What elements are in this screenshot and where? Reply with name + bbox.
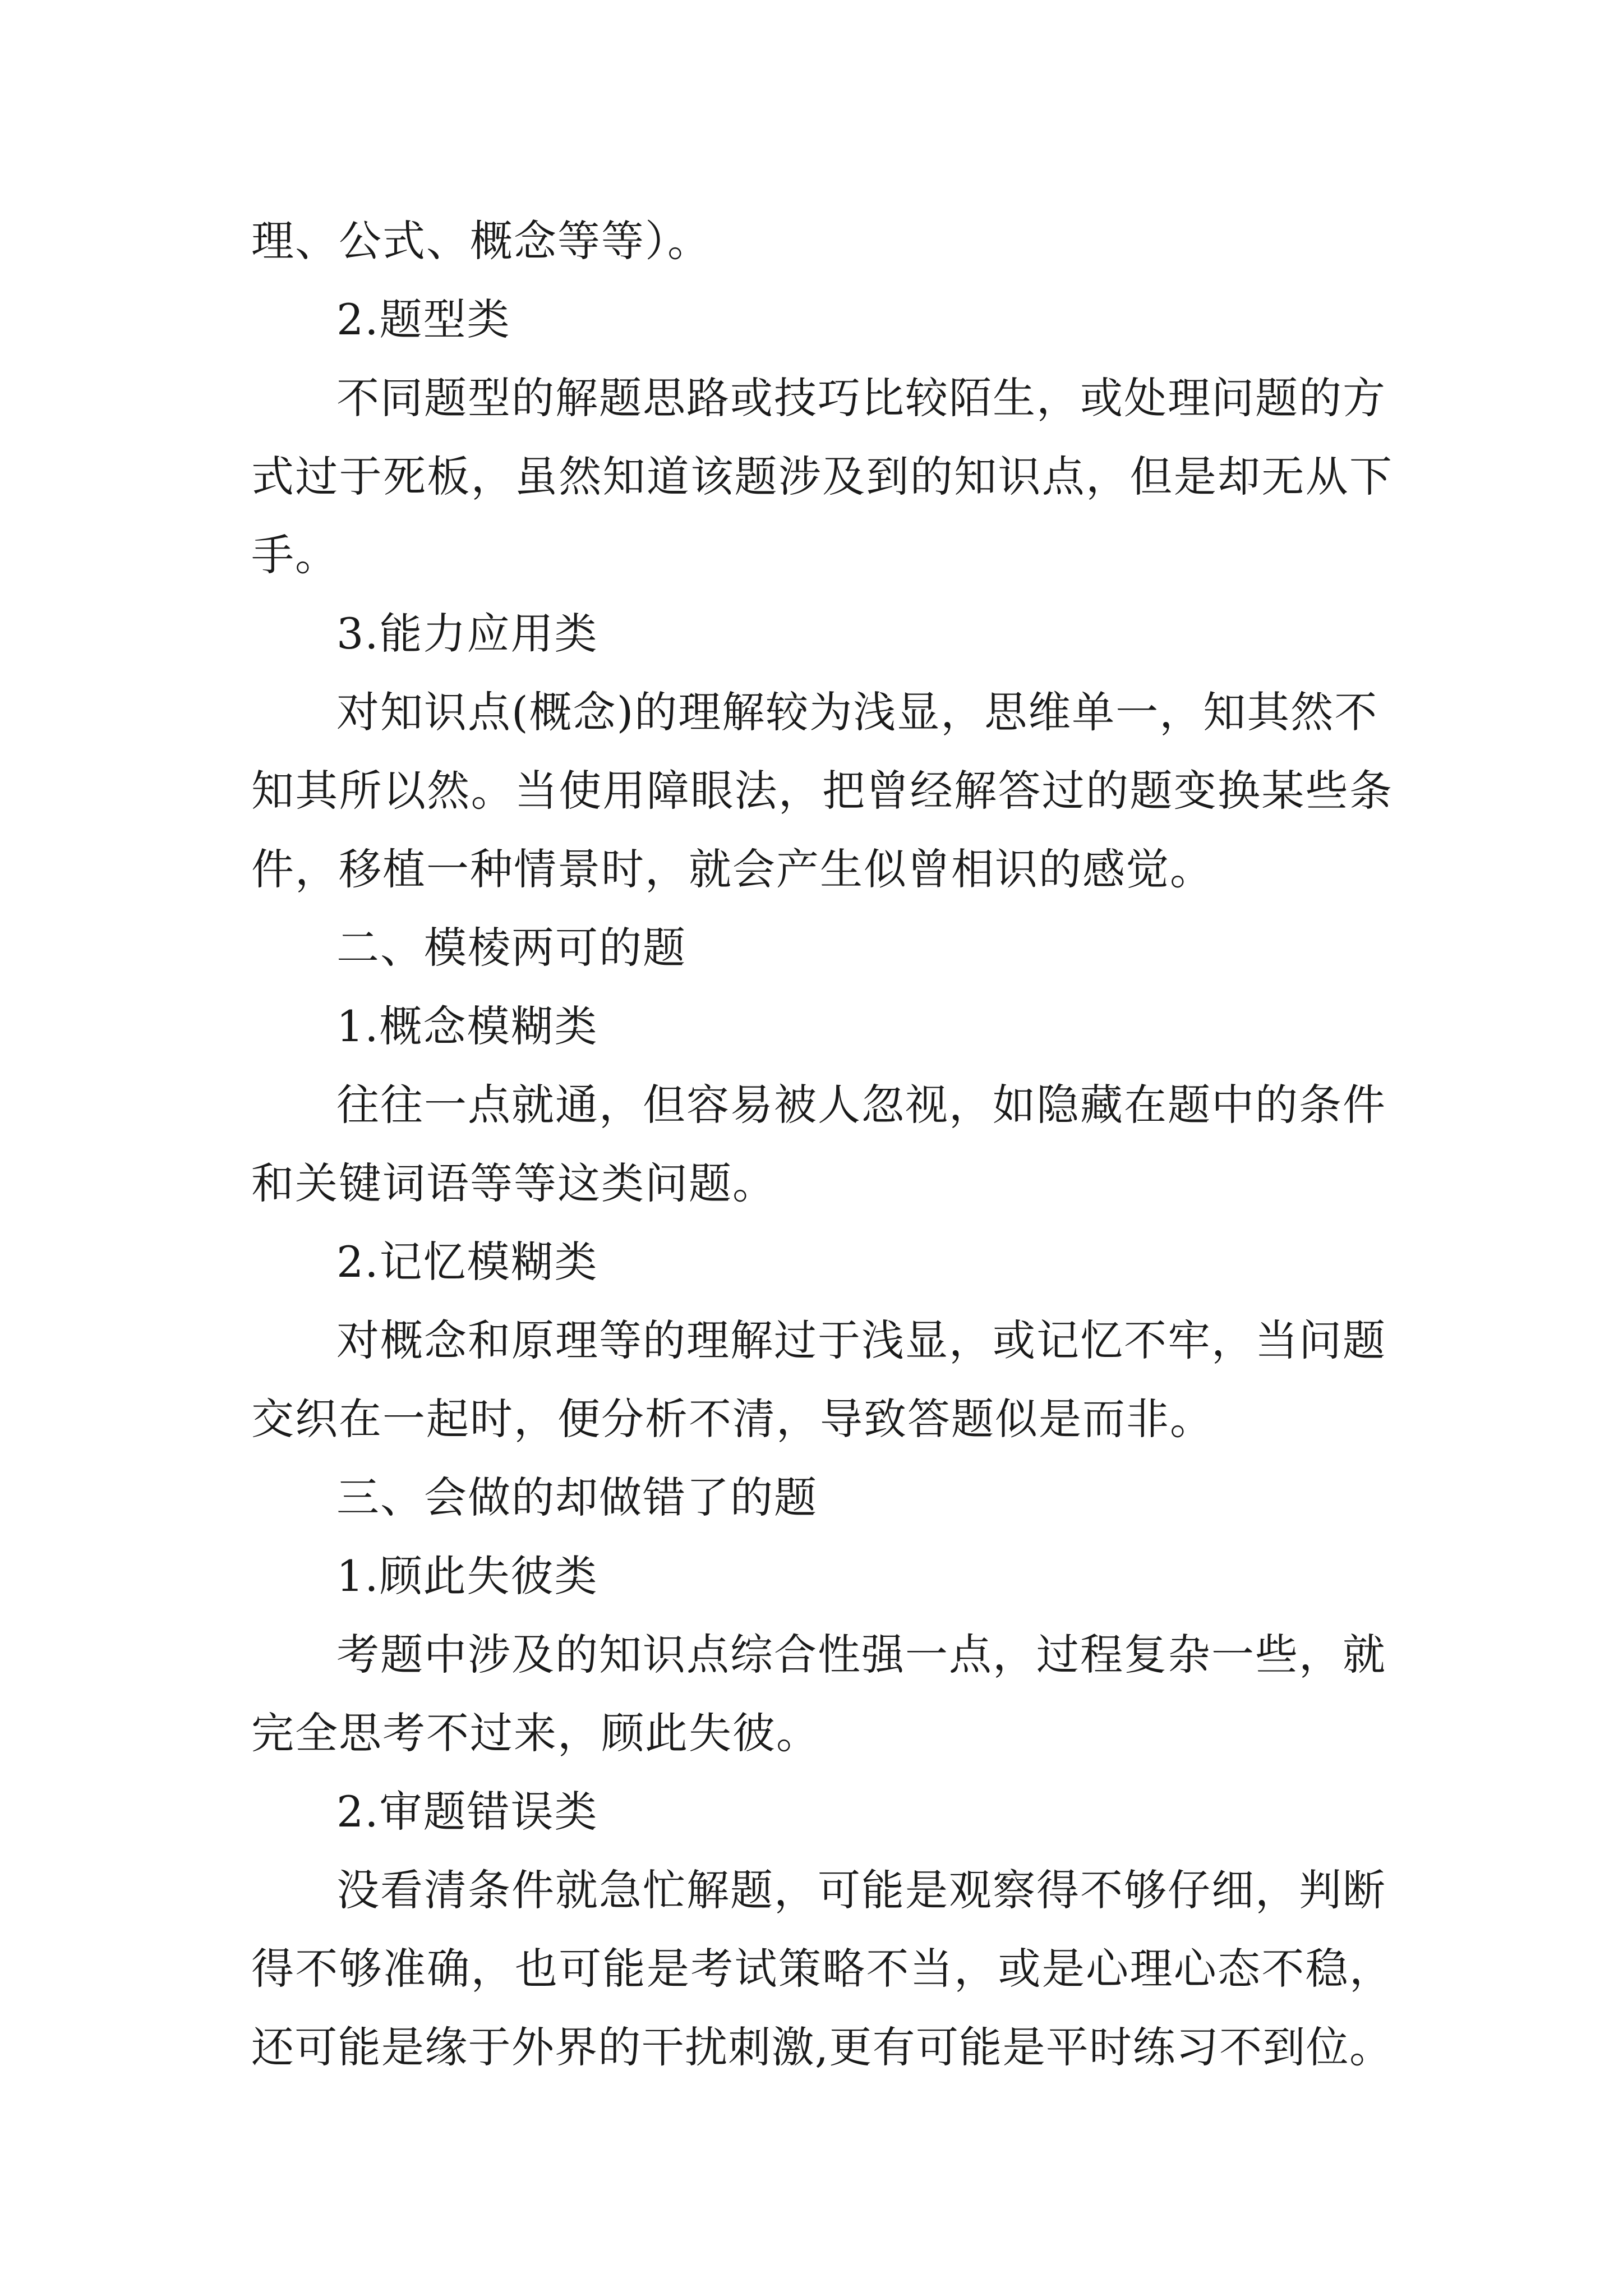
paragraph-line: 对知识点(概念)的理解较为浅显，思维单一，知其然不 bbox=[336, 687, 1378, 737]
section-heading: 1.概念模糊类 bbox=[336, 1001, 598, 1051]
section-heading: 2.审题错误类 bbox=[336, 1787, 598, 1837]
paragraph-line: 不同题型的解题思路或技巧比较陌生，或处理问题的方 bbox=[336, 373, 1386, 423]
paragraph-line: 考题中涉及的知识点综合性强一点，过程复杂一些，就 bbox=[336, 1630, 1386, 1680]
paragraph-line: 得不够准确，也可能是考试策略不当，或是心理心态不稳， bbox=[251, 1944, 1392, 1994]
section-heading: 1.顾此失彼类 bbox=[336, 1551, 598, 1601]
paragraph-line: 完全思考不过来，顾此失彼。 bbox=[251, 1708, 820, 1758]
section-heading: 二、模棱两可的题 bbox=[336, 923, 686, 973]
paragraph-line: 和关键词语等等这类问题。 bbox=[251, 1158, 776, 1208]
section-heading: 三、会做的却做错了的题 bbox=[336, 1473, 818, 1522]
paragraph-line: 没看清条件就急忙解题，可能是观察得不够仔细，判断 bbox=[336, 1865, 1386, 1915]
paragraph-line: 式过于死板，虽然知道该题涉及到的知识点，但是却无从下 bbox=[251, 452, 1392, 501]
paragraph-line: 交织在一起时，便分析不清，导致答题似是而非。 bbox=[251, 1394, 1214, 1444]
paragraph-line: 理、公式、概念等等）。 bbox=[251, 216, 711, 266]
paragraph-line: 手。 bbox=[251, 530, 339, 580]
paragraph-line: 知其所以然。当使用障眼法，把曾经解答过的题变换某些条 bbox=[251, 766, 1392, 816]
section-heading: 3.能力应用类 bbox=[336, 609, 598, 659]
paragraph-line: 还可能是缘于外界的干扰刺激,更有可能是平时练习不到位。 bbox=[251, 2022, 1392, 2072]
section-heading: 2.记忆模糊类 bbox=[336, 1237, 598, 1287]
paragraph-line: 对概念和原理等的理解过于浅显，或记忆不牢，当问题 bbox=[336, 1315, 1386, 1365]
paragraph-line: 往往一点就通，但容易被人忽视，如隐藏在题中的条件 bbox=[336, 1080, 1386, 1130]
section-heading: 2.题型类 bbox=[336, 295, 511, 344]
paragraph-line: 件，移植一种情景时，就会产生似曾相识的感觉。 bbox=[251, 844, 1214, 894]
